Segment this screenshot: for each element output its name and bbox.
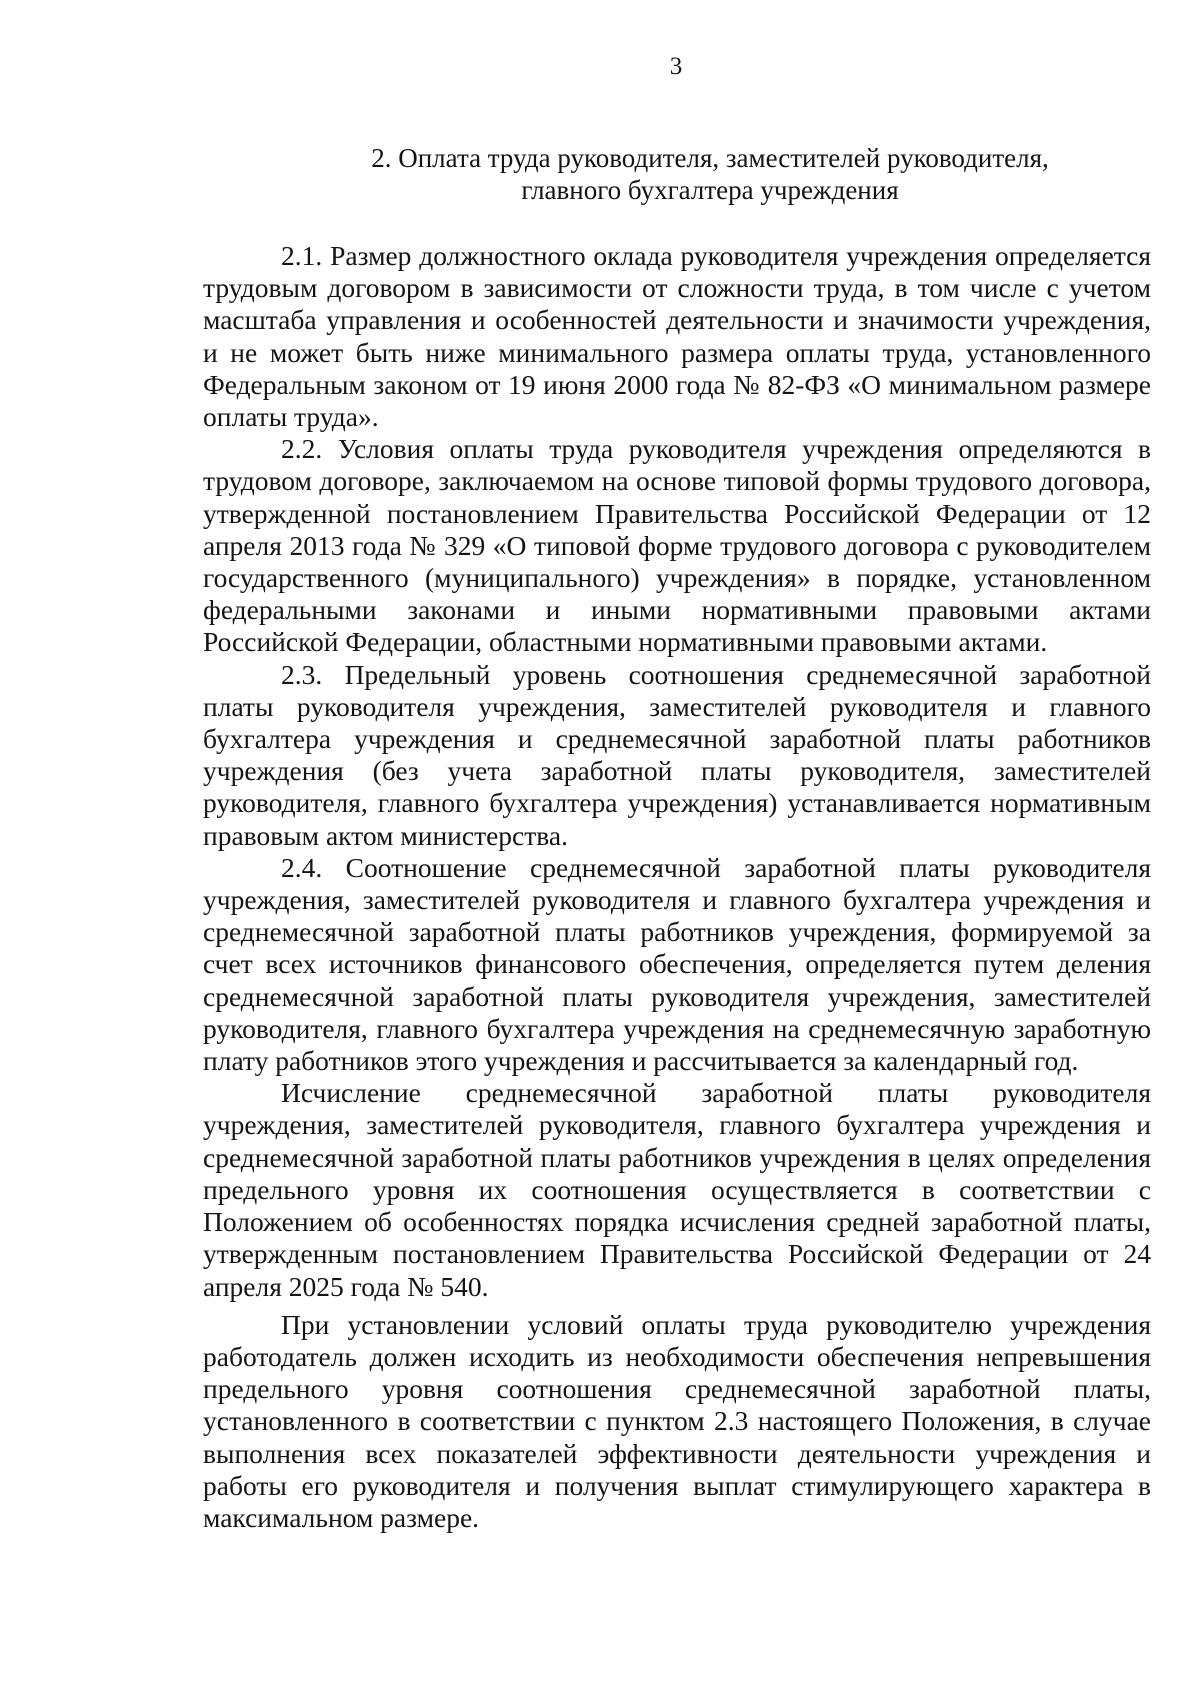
section-heading-line-2: главного бухгалтера учреждения xyxy=(521,175,899,205)
document-body xyxy=(203,240,1151,1534)
section-heading xyxy=(330,142,1090,206)
paragraph-calculation: Исчисление среднемесячной заработной платы руководителя учреждения, заместителей руководителя, главного бухгалтера учреждения и среднемесячной заработной платы работников учреждения в целях определения предельного уровня их соотношения осуществляется в соответствии с Положением об особенностях порядка исчисления средней заработной платы, утвержденным постановлением Правительства Российской Федерации от 24 апреля 2025 года № 540. xyxy=(203,1077,1151,1302)
paragraph-2-1: 2.1. Размер должностного оклада руководителя учреждения определяется трудовым договором в зависимости от сложности труда, в том числе с учетом масштаба управления и особенностей деятельности и значимости учреждения, и не может быть ниже минимального размера оплаты труда, установленного Федеральным законом от 19 июня 2000 года № 82-ФЗ «О минимальном размере оплаты труда». xyxy=(203,240,1151,433)
paragraph-employer-conditions: При установлении условий оплаты труда руководителю учреждения работодатель должен исходить из необходимости обеспечения непревышения предельного уровня соотношения среднемесячной заработной платы, установленного в соответствии с пунктом 2.3 настоящего Положения, в случае выполнения всех показателей эффективности деятельности учреждения и работы его руководителя и получения выплат стимулирующего характера в максимальном размере. xyxy=(203,1308,1151,1533)
paragraph-2-2: 2.2. Условия оплаты труда руководителя учреждения определяются в трудовом договоре, заключаемом на основе типовой формы трудового договора, утвержденной постановлением Правительства Российской Федерации от 12 апреля 2013 года № 329 «О типовой форме трудового договора с руководителем государственного (муниципального) учреждения» в порядке, установленном федеральными законами и иными нормативными правовыми актами Российской Федерации, областными нормативными правовыми актами. xyxy=(203,433,1151,658)
paragraph-2-3: 2.3. Предельный уровень соотношения среднемесячной заработной платы руководителя учреждения, заместителей руководителя и главного бухгалтера учреждения и среднемесячной заработной платы работников учреждения (без учета заработной платы руководителя, заместителей руководителя, главного бухгалтера учреждения) устанавливается нормативным правовым актом министерства. xyxy=(203,658,1151,851)
page-number: 3 xyxy=(669,53,683,80)
section-heading-line-1: 2. Оплата труда руководителя, заместителей руководителя, xyxy=(371,143,1049,173)
paragraph-2-4: 2.4. Соотношение среднемесячной заработной платы руководителя учреждения, заместителей руководителя и главного бухгалтера учреждения и среднемесячной заработной платы работников учреждения, формируемой за счет всех источников финансового обеспечения, определяется путем деления среднемесячной заработной платы руководителя учреждения, заместителей руководителя, главного бухгалтера учреждения на среднемесячную заработную плату работников этого учреждения и рассчитывается за календарный год. xyxy=(203,851,1151,1077)
